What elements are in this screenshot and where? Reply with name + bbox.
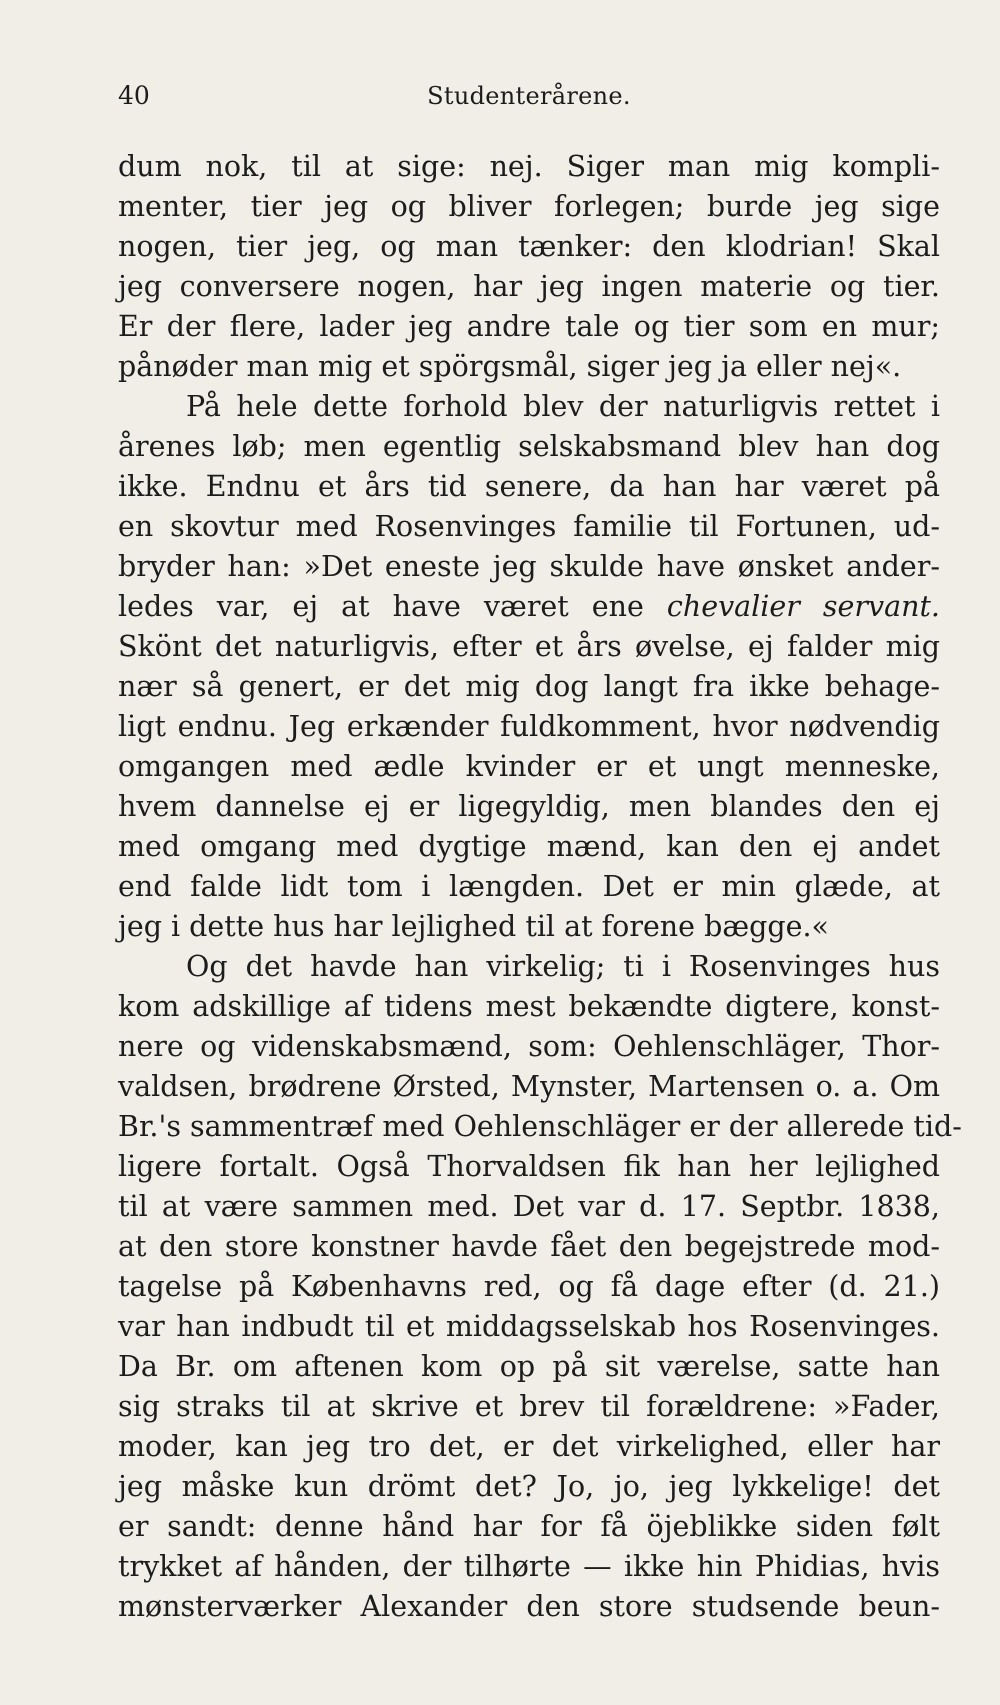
text-line: [118, 1467, 940, 1507]
text-line: [118, 1427, 940, 1467]
text-line-content: Og det havde han virkelig; ti i Rosenvinges hus: [186, 950, 940, 983]
text-line-content: ikke. Endnu et års tid senere, da han har været på: [118, 470, 940, 503]
text-line: [118, 827, 940, 867]
text-line-content: årenes løb; men egentlig selskabsmand blev han dog: [118, 430, 940, 463]
text-line-content: jeg i dette hus har lejlighed til at forene bægge.«: [118, 910, 829, 943]
text-line: [118, 227, 940, 267]
text-line-content: På hele dette forhold blev der naturligvis rettet i: [186, 390, 940, 423]
text-line: [118, 947, 940, 987]
text-line-content: ledes var, ej at have været ene: [118, 590, 667, 623]
text-line-content: Skönt det naturligvis, efter et års øvelse, ej falder mig: [118, 630, 940, 663]
text-line: [118, 1587, 940, 1627]
text-line-content: hvem dannelse ej er ligegyldig, men blandes den ej: [118, 790, 940, 823]
text-line-content: end falde lidt tom i længden. Det er min glæde, at: [118, 870, 940, 903]
text-line: [118, 1507, 940, 1547]
text-line-content: mønsterværker Alexander den store studsende beun-: [118, 1590, 940, 1623]
text-line-content: ligt endnu. Jeg erkænder fuldkomment, hvor nødvendig: [118, 710, 940, 743]
text-line: [118, 1307, 940, 1347]
text-line: [118, 787, 940, 827]
text-line-content: jeg conversere nogen, har jeg ingen materie og tier.: [118, 270, 940, 303]
text-line-content: kom adskillige af tidens mest bekændte digtere, konst-: [118, 990, 940, 1023]
text-line: [118, 747, 940, 787]
text-line: [118, 1227, 940, 1267]
text-line-content: Da Br. om aftenen kom op på sit værelse, satte han: [118, 1350, 940, 1383]
text-line: [118, 387, 940, 427]
text-line-content: valdsen, brødrene Ørsted, Mynster, Martensen o. a. Om: [118, 1070, 940, 1103]
text-line: [118, 467, 940, 507]
text-line-content: sig straks til at skrive et brev til forældrene: »Fader,: [118, 1390, 940, 1423]
text-line: [118, 1387, 940, 1427]
italic-phrase: chevalier servant.: [666, 590, 940, 623]
text-line: [118, 1147, 940, 1187]
text-line-content: moder, kan jeg tro det, er det virkelighed, eller har: [118, 1430, 940, 1463]
text-line-content: omgangen med ædle kvinder er et ungt menneske,: [118, 750, 940, 783]
text-line-content: Br.'s sammentræf med Oehlenschläger er der allerede tid-: [118, 1110, 962, 1143]
text-line-content: var han indbudt til et middagsselskab hos Rosenvinges.: [118, 1310, 940, 1343]
text-line: [118, 867, 940, 907]
text-line: [118, 547, 940, 587]
text-line: [118, 1267, 940, 1307]
text-line: [118, 267, 940, 307]
text-line-content: menter, tier jeg og bliver forlegen; burde jeg sige: [118, 190, 940, 223]
text-line: [118, 1547, 940, 1587]
text-line-content: nere og videnskabsmænd, som: Oehlenschläger, Thor-: [118, 1030, 940, 1063]
text-line: [118, 187, 940, 227]
text-line: [118, 1107, 962, 1147]
text-line: [118, 1027, 940, 1067]
text-line: [118, 1067, 940, 1107]
text-line: [118, 907, 940, 947]
text-line: [118, 587, 940, 627]
text-line-content: bryder han: »Det eneste jeg skulde have ønsket ander-: [118, 550, 940, 583]
text-line: [118, 507, 940, 547]
text-line-content: ligere fortalt. Også Thorvaldsen fik han her lejlighed: [118, 1150, 940, 1183]
text-line: [118, 307, 940, 347]
text-line-content: nær så genert, er det mig dog langt fra ikke behage-: [118, 670, 940, 703]
text-line-content: pånøder man mig et spörgsmål, siger jeg ja eller nej«.: [118, 350, 902, 383]
text-line: [118, 987, 940, 1027]
text-line: [118, 627, 940, 667]
text-line: [118, 1187, 940, 1227]
text-line: [118, 667, 940, 707]
running-title: Studenterårene.: [427, 82, 631, 110]
text-line: [118, 427, 940, 467]
text-line-content: nogen, tier jeg, og man tænker: den klodrian! Skal: [118, 230, 940, 263]
text-line-content: er sandt: denne hånd har for få öjeblikke siden følt: [118, 1510, 940, 1543]
text-line-content: til at være sammen med. Det var d. 17. Septbr. 1838,: [118, 1190, 940, 1223]
text-line-content: tagelse på Københavns red, og få dage efter (d. 21.): [118, 1270, 940, 1303]
running-head: [118, 78, 940, 114]
text-line-content: trykket af hånden, der tilhørte — ikke hin Phidias, hvis: [118, 1550, 940, 1583]
text-line: [118, 707, 940, 747]
text-line-content: Er der flere, lader jeg andre tale og tier som en mur;: [118, 310, 940, 343]
text-line-content: at den store konstner havde fået den begejstrede mod-: [118, 1230, 940, 1263]
text-line: [118, 347, 940, 387]
text-line-content: dum nok, til at sige: nej. Siger man mig kompli-: [118, 150, 940, 183]
text-line-content: jeg måske kun drömt det? Jo, jo, jeg lykkelige! det: [118, 1470, 940, 1503]
body-text: [118, 147, 962, 1627]
page-number: 40: [118, 81, 150, 110]
text-line: [118, 147, 940, 187]
text-line: [118, 1347, 940, 1387]
text-line-content: med omgang med dygtige mænd, kan den ej andet: [118, 830, 940, 863]
text-line-content: en skovtur med Rosenvinges familie til Fortunen, ud-: [118, 510, 940, 543]
